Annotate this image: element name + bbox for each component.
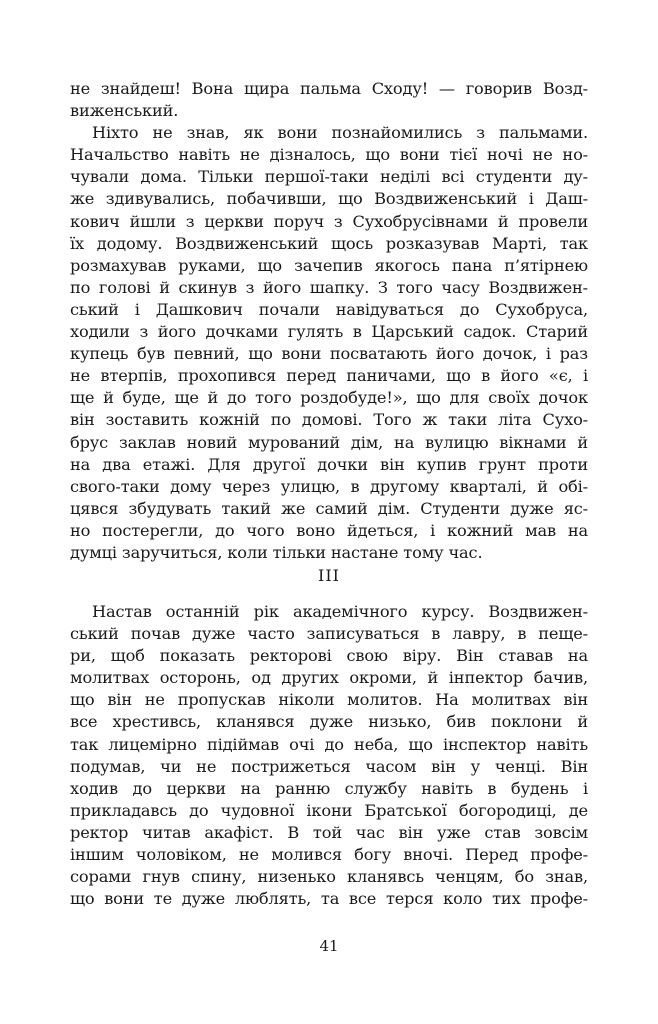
text-line: ходили з його дочками гулять в Царський садок. Старий [70,322,588,342]
text-line: ський і Дашкович почали навідуваться до Сухобруса, [70,299,588,319]
text-line: ри, щоб показать ректорові свою віру. Він ставав на [70,646,588,666]
text-line: виженський. [70,101,179,121]
text-line: що вони те дуже люблять, та все терся коло тих профе- [70,889,588,909]
text-line: подумав, чи не пострижеться часом він у ченці. Він [70,756,588,776]
text-line: Ніхто не знав, як вони познайомились з пальмами. [92,123,588,143]
text-line: по голові й скинув з його шапку. З того часу Воздвижен- [70,277,588,297]
text-line: прикладавсь до чудовної ікони Братської богородиці, де [70,800,588,820]
text-line: не знайдеш! Вона щира пальма Сходу! — говорив Возд- [70,79,588,98]
text-line: думці заручиться, коли тільки настане тому час. [70,542,483,562]
text-line: кович йшли з церкви поруч з Сухобрусівнами й провели [70,211,588,231]
text-line: так лицемірно підіймав очі до неба, що інспектор навіть [70,734,588,754]
text-line: же здивувались, побачивши, що Воздвиженський і Даш- [70,189,588,209]
text-line: Начальство навіть не дізналось, що вони тієї ночі не но- [70,145,588,165]
text-line: все хрестивсь, кланявся дуже низько, бив поклони й [70,712,588,732]
text-line: на два етажі. Для другої дочки він купив грунт проти [70,454,588,474]
text-line: чували дома. Тільки першої-таки неділі всі студенти ду- [70,167,588,187]
text-line: ходив до церкви на ранню службу навіть в будень і [70,778,588,798]
text-line: що він не пропускав ніколи молитов. На молитвах він [70,690,588,710]
text-line: свого-таки дому через улицю, в другому кварталі, й обі- [70,476,588,496]
text-line: ще й буде, ще й до того роздобуде!», що для своїх дочок [70,388,588,408]
text-line: він зоставить кожній по домові. Того ж таки літа Сухо- [70,410,588,430]
text-line: Настав останній рік академічного курсу. Воздвижен- [92,602,588,621]
chapter-heading: III [318,566,340,585]
text-line: брус заклав новий мурований дім, на вулицю вікнами й [70,432,588,452]
text-line: цявся збудувать такий же самий дім. Студенти дуже яс- [70,498,588,518]
text-line: сорами гнув спину, низенько кланявсь ченцям, бо знав, [70,867,588,887]
text-line: не втерпів, прохопився перед паничами, що в його «є, і [70,366,588,386]
text-line: но постерегли, до чого воно йдеться, і кожний мав на [70,520,588,540]
text-block-bottom [70,601,588,910]
text-line: ський почав дуже часто записуваться в лавру, в пеще- [70,624,588,644]
text-line: ректор читав акафіст. В той час він уже став зовсім [70,822,588,842]
text-block-top [70,78,588,564]
page-number: 41 [319,937,339,955]
text-line: розмахував руками, що зачепив якогось пана п’ятірнею [70,255,588,275]
text-line: молитвах осторонь, од других окроми, й інпектор бачив, [70,668,588,688]
text-line: купець був певний, що вони посватають його дочок, і раз [70,344,588,364]
text-line: іншим чоловіком, не молився богу вночі. Перед профе- [70,845,588,865]
text-line: їх додому. Воздвиженський щось розказував Марті, так [70,233,588,253]
